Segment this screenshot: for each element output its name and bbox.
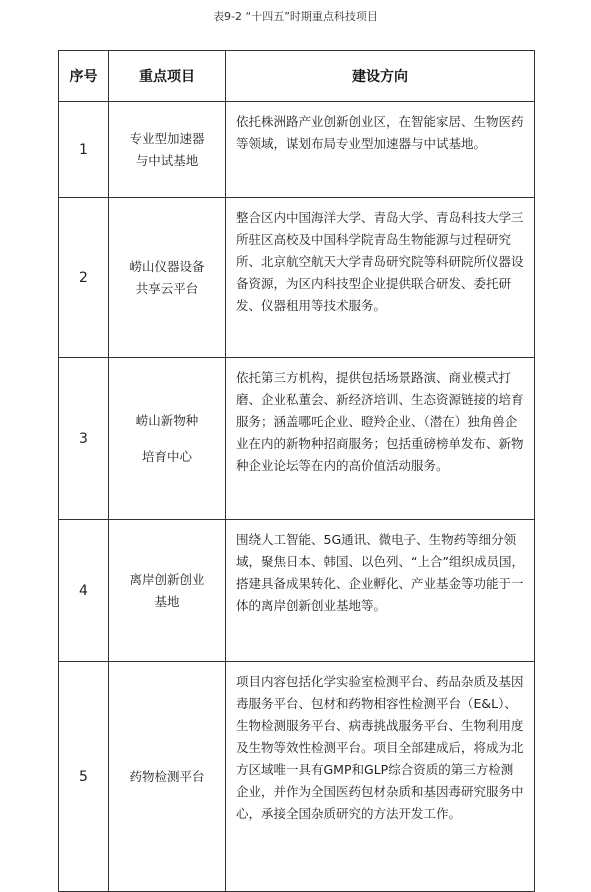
direction-cell: 围绕人工智能、5G通讯、微电子、生物药等细分领域，聚焦日本、韩国、以色列、“上合”组织成员国，搭建具备成果转化、企业孵化、产业基金等功能于一体的离岸创新创业基地等。: [226, 520, 535, 662]
direction-cell: 依托株洲路产业创新创业区，在智能家居、生物医药等领域，谋划布局专业型加速器与中试基地。: [226, 102, 535, 198]
project-name-line: 崂山仪器设备: [129, 258, 205, 274]
project-name-line: 药物检测平台: [129, 768, 205, 784]
project-name-line: 崂山新物种: [135, 412, 199, 428]
direction-cell: 依托第三方机构，提供包括场景路演、商业模式打磨、企业私董会、新经济培训、生态资源链接的培育服务；涵盖哪吒企业、瞪羚企业、（潜在）独角兽企业在内的新物种招商服务；包括重磅榜单发布、新物种企业论坛等在内的高价值活动服务。: [226, 358, 535, 520]
header-serial-number: 序号: [59, 51, 109, 102]
project-name-line: 与中试基地: [135, 152, 199, 168]
project-name-line: 基地: [154, 593, 180, 609]
table-row: [59, 358, 535, 520]
project-name-line: 专业型加速器: [129, 130, 205, 146]
table-title: 表9-2 “十四五”时期重点科技项目: [213, 10, 378, 23]
project-name-cell: [109, 358, 226, 520]
project-name-cell: [109, 102, 226, 198]
project-name-line: 离岸创新创业: [129, 571, 205, 587]
direction-cell: 整合区内中国海洋大学、青岛大学、青岛科技大学三所驻区高校及中国科学院青岛生物能源与过程研究所、北京航空航天大学青岛研究院等科研院所仪器设备资源，为区内科技型企业提供联合研发、委托研发、仪器租用等技术服务。: [226, 198, 535, 358]
project-name-cell: [109, 198, 226, 358]
serial-number-cell: 4: [59, 520, 109, 662]
table-header-row: [59, 51, 535, 102]
table-row: [59, 520, 535, 662]
table-row: [59, 198, 535, 358]
table-row: [59, 662, 535, 892]
table-row: [59, 102, 535, 198]
header-construction-direction: 建设方向: [226, 51, 535, 102]
projects-table: [58, 50, 535, 892]
serial-number-cell: 5: [59, 662, 109, 892]
direction-cell: 项目内容包括化学实验室检测平台、药品杂质及基因毒服务平台、包材和药物相容性检测平台（E&L）、生物检测服务平台、病毒挑战服务平台、生物利用度及生物等效性检测平台。项目全部建成后，将成为北方区域唯一具有GMP和GLP综合资质的第三方检测企业，并作为全国医药包材杂质和基因毒研究服务中心，承接全国杂质研究的方法开发工作。: [226, 662, 535, 892]
project-name-cell: [109, 520, 226, 662]
project-name-line: 培育中心: [141, 448, 192, 464]
header-key-project: 重点项目: [109, 51, 226, 102]
serial-number-cell: 2: [59, 198, 109, 358]
serial-number-cell: 1: [59, 102, 109, 198]
serial-number-cell: 3: [59, 358, 109, 520]
project-name-line: 共享云平台: [135, 280, 199, 296]
project-name-cell: [109, 662, 226, 892]
